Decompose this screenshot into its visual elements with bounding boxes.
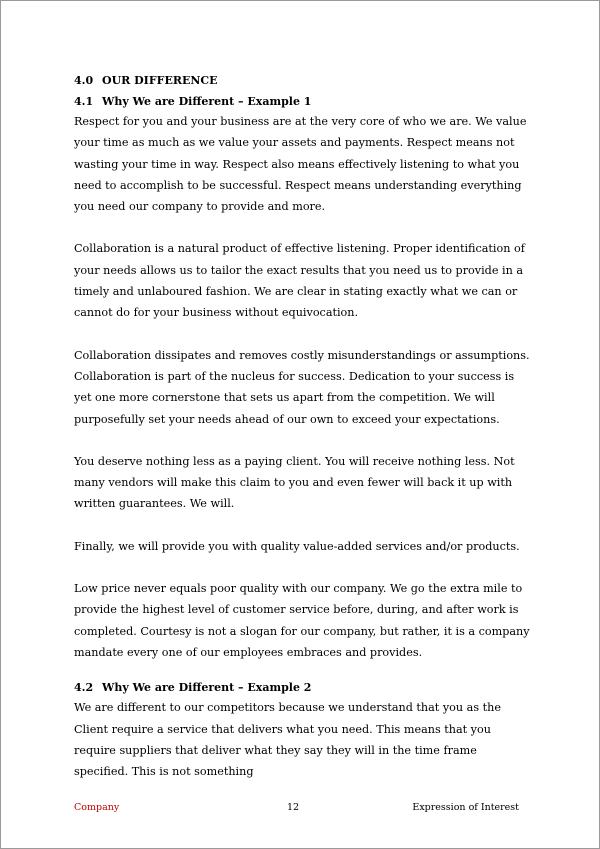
section-title: OUR DIFFERENCE (102, 74, 218, 87)
subsection-number: 4.1 (74, 95, 94, 108)
page-content (74, 72, 534, 803)
paragraph-collaboration-success: Collaboration dissipates and removes costly misunderstandings or assumptions. Collaboration is part of the nucleus for success. Dedication to your success is yet one more cornerstone that sets us apart from the competition. We will purposefully set your needs ahead of our own to exceed your expectations. (74, 348, 530, 426)
paragraph-value-added: Finally, we will provide you with quality value-added services and/or products. (74, 539, 520, 553)
subsection-number: 4.2 (74, 681, 94, 695)
footer-page-number: 12 (287, 802, 300, 813)
paragraph-paying-client: You deserve nothing less as a paying client. You will receive nothing less. Not many vendors will make this claim to you and even fewer will back it up with written guarantees. We will. (74, 454, 515, 511)
section-heading (74, 72, 534, 90)
paragraph-collaboration-listening: Collaboration is a natural product of effective listening. Proper identification of your needs allows us to tailor the exact results that you need us to provide in a timely and unlaboured fashion. We are clear in stating exactly what we can or cannot do for your business without equivocation. (74, 242, 525, 320)
paragraph-respect: Respect for you and your business are at the very core of who we are. We value your time as much as we value your assets and payments. Respect means not wasting your time in way. Respect also means effectively listening to what you need to accomplish to be successful. Respect means understanding everything you need our company to provide and more. (74, 115, 527, 214)
footer-company: Company (74, 802, 120, 813)
subsection-title: Why We are Different – Example 1 (102, 95, 312, 108)
paragraph-different-competitors: We are different to our competitors because we understand that you as the Client require a service that delivers what you need. This means that you require suppliers that deliver what they say they will in the time frame specified. This is not something (74, 701, 501, 779)
footer-document-title: Expression of Interest (412, 802, 519, 813)
paragraph-low-price: Low price never equals poor quality with our company. We go the extra mile to provide the highest level of customer service before, during, and after work is completed. Courtesy is not a slogan for our company, but rather, it is a company mandate every one of our employees embraces and provides. (74, 582, 530, 659)
subsection-heading-4-1 (74, 93, 534, 111)
subsection-heading-4-2 (74, 679, 534, 697)
section-number: 4.0 (74, 74, 94, 87)
subsection-title: Why We are Different – Example 2 (102, 681, 312, 695)
